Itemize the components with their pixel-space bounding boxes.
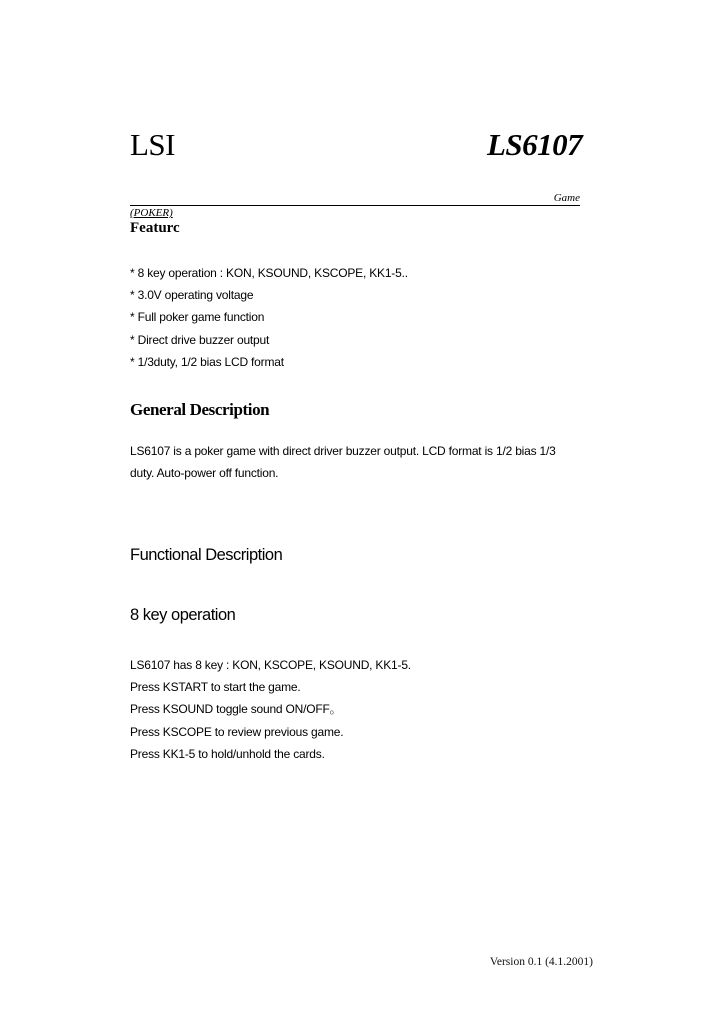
feature-item: * Direct drive buzzer output <box>130 332 270 347</box>
key-operation-line: Press KK1-5 to hold/unhold the cards. <box>130 746 325 761</box>
key-operation-list <box>130 654 411 765</box>
product-subcategory: (POKER) <box>130 207 173 219</box>
version-footer: Version 0.1 (4.1.2001) <box>489 956 593 968</box>
general-description-body <box>130 440 580 484</box>
feature-list <box>130 262 408 373</box>
general-description-heading: General Description <box>130 400 270 419</box>
key-operation-line: Press KSOUND toggle sound ON/OFF。 <box>130 702 342 717</box>
key-operation-heading: 8 key operation <box>130 606 236 624</box>
brand-name: LSI <box>130 127 175 162</box>
functional-description-heading: Functional Description <box>130 546 283 564</box>
header-rule <box>130 205 580 206</box>
key-operation-line: LS6107 has 8 key : KON, KSCOPE, KSOUND, KK1-5. <box>130 658 411 672</box>
feature-item: * 8 key operation : KON, KSOUND, KSCOPE, KK1-5.. <box>130 266 408 280</box>
feature-item: * Full poker game function <box>130 310 265 325</box>
part-number: LS6107 <box>487 127 583 162</box>
feature-item: * 3.0V operating voltage <box>130 288 254 303</box>
feature-item: * 1/3duty, 1/2 bias LCD format <box>130 354 284 369</box>
paragraph-line: duty. Auto-power off function. <box>130 466 279 480</box>
key-operation-line: Press KSCOPE to review previous game. <box>130 724 344 739</box>
feature-heading: Featurc <box>130 220 180 236</box>
paragraph-line: LS6107 is a poker game with direct driver buzzer output. LCD format is 1/2 bias 1/3 <box>130 444 556 458</box>
key-operation-line: Press KSTART to start the game. <box>130 680 301 695</box>
product-category: Game <box>553 192 580 204</box>
